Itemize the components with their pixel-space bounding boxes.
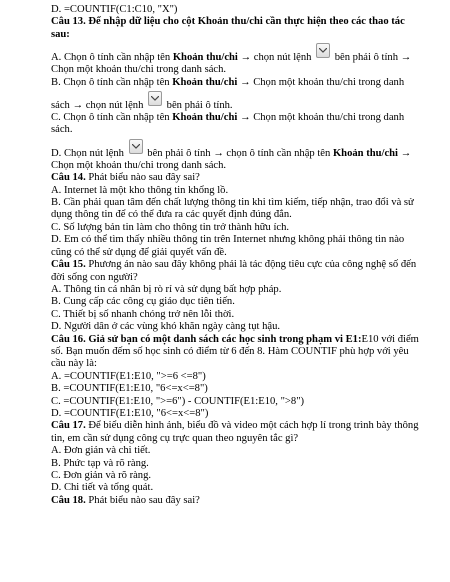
q16-stem-l3: cầu này là: [51, 358, 97, 370]
q13-option-d: D. Chọn nút lệnh bên phải ô tính → chọn ô tính cần nhập tên Khoản thu/chi → [51, 143, 440, 160]
q13-stem [51, 16, 440, 28]
dropdown-button-icon [129, 139, 143, 154]
q13-option-c: C. Chọn ô tính cần nhập tên Khoản thu/chi → Chọn một khoản thu/chi trong danh [51, 112, 405, 124]
q13-option-a: A. Chọn ô tính cần nhập tên Khoản thu/chi → chọn nút lệnh bên phải ô tính → [51, 47, 440, 64]
q14-option-c: C. Số lượng bản tin làm cho thông tin trở thành hữu ích. [51, 221, 290, 233]
q15-option-a: A. Thông tin cá nhân bị rò rỉ và sử dụng bất hợp pháp. [51, 283, 282, 295]
q16-stem-l2: số. Bạn muốn đếm số học sinh có điểm từ 6 đến 8. Hàm COUNTIF phù hợp với yêu [51, 345, 409, 357]
q13-number: Câu 13. [51, 16, 86, 28]
q15-stem: Câu 15. Phương án nào sau đây không phải là tác động tiêu cực của công nghệ số đến [51, 259, 417, 271]
q14-option-b: B. Cần phải quan tâm đến chất lượng thông tin khi tìm kiếm, tiếp nhận, trao đổi và sử [51, 197, 414, 209]
q14-option-a: A. Internet là một kho thông tin khổng lồ. [51, 184, 229, 196]
dropdown-button-icon [316, 43, 330, 58]
dropdown-button-icon [148, 91, 162, 106]
q15-option-c: C. Thiết bị số nhanh chóng trở nên lỗi thời. [51, 308, 235, 320]
q16-option-c: C. =COUNTIF(E1:E10, ">=6") - COUNTIF(E1:E10, ">8") [51, 395, 305, 407]
q17-option-d: D. Chi tiết và tổng quát. [51, 482, 154, 494]
q14-option-d-l2: cũng có thể sử dụng để giải quyết vấn đề. [51, 246, 227, 258]
q13-option-b: B. Chọn ô tính cần nhập tên Khoản thu/chi → Chọn một khoản thu/chi trong danh [51, 76, 405, 88]
q18-stem: Câu 18. Phát biểu nào sau đây sai? [51, 494, 200, 506]
q16-option-b: B. =COUNTIF(E1:E10, "6<=x<=8") [51, 383, 208, 395]
q16-option-a: A. =COUNTIF(E1:E10, ">=6 <=8") [51, 370, 206, 382]
q16-stem: Câu 16. Giả sử bạn có một danh sách các học sinh trong phạm vi E1:E10 với điểm [51, 333, 419, 345]
q14-option-b-l2: dụng thông tin để có thể đưa ra các quyết định đúng đắn. [51, 209, 292, 221]
q15-option-d: D. Người dân ở các vùng khó khăn ngày càng tụt hậu. [51, 321, 281, 333]
q17-stem-l2: tin, em cần sử dụng công cụ trực quan theo nguyên tắc gì? [51, 432, 299, 444]
q13-option-c-l2: sách. [51, 124, 73, 136]
q13-text-l1: Để nhập dữ liệu cho cột Khoản thu/chi cần thực hiện theo các thao tác [88, 16, 405, 28]
q13-option-a-l2: Chọn một khoản thu/chi trong danh sách. [51, 64, 227, 76]
q13-option-b-l2: sách → chọn nút lệnh bên phải ô tính. [51, 95, 440, 112]
q17-option-a: A. Đơn giản và chi tiết. [51, 445, 151, 457]
q13-stem-l2: sau: [51, 28, 70, 40]
prev-answer-d: D. =COUNTIF(C1:C10, "X") [51, 4, 178, 15]
q14-option-d: D. Em có thể tìm thấy nhiều thông tin trên Internet nhưng không phải thông tin nào [51, 234, 405, 246]
q13-option-d-l2: Chọn một khoản thu/chi trong danh sách. [51, 159, 227, 171]
q17-option-b: B. Phức tạp và rõ ràng. [51, 457, 149, 469]
q16-option-d: D. =COUNTIF(E1:E10, "6<=x<=8") [51, 407, 209, 419]
q17-stem: Câu 17. Để biểu diễn hình ảnh, biểu đồ và video một cách hợp lí trong trình bày thông [51, 420, 419, 432]
q17-option-c: C. Đơn giản và rõ ràng. [51, 470, 152, 481]
q14-stem: Câu 14. Phát biểu nào sau đây sai? [51, 172, 200, 184]
q15-stem-l2: đời sống con người? [51, 271, 138, 283]
q15-option-b: B. Cung cấp các công cụ giáo dục tiên tiến. [51, 296, 235, 308]
